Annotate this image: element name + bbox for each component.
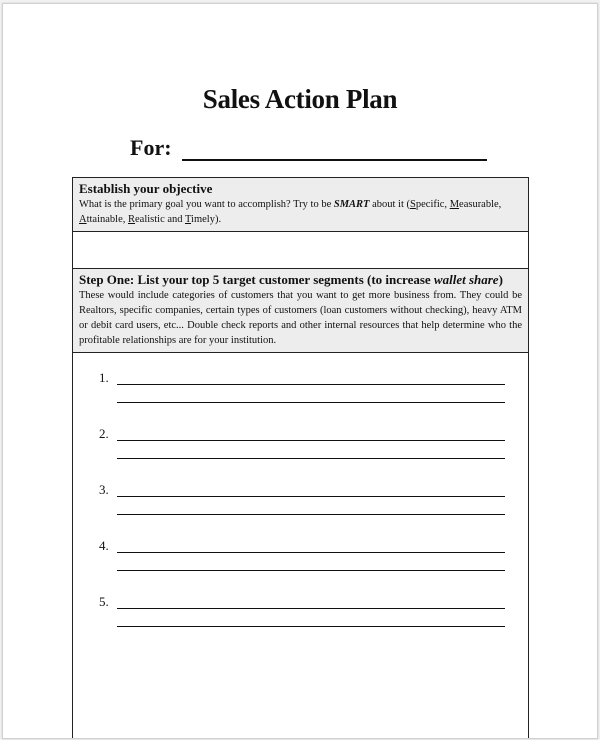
- criteria-rest: pecific,: [415, 199, 450, 210]
- criteria-initial: R: [128, 214, 136, 225]
- answer-line[interactable]: [117, 444, 505, 459]
- for-label: For:: [130, 135, 172, 160]
- item-number: 5.: [99, 594, 109, 609]
- criteria-rest: ttainable,: [86, 214, 128, 225]
- item-number: 4.: [99, 538, 109, 553]
- smart-word: SMART: [333, 199, 370, 210]
- step-one-heading-prefix: Step One: List your top 5 target customer segments (to increase: [79, 272, 434, 287]
- answer-line[interactable]: [117, 500, 505, 515]
- criteria-rest: easurable,: [459, 199, 502, 210]
- step-one-heading-italic: wallet share: [433, 272, 499, 287]
- step-one-description: These would include categories of customers that you want to get more business from. They could be Realtors, specific companies, certain types of customers (loan customers without checking), heavy ATM or debit card users, etc... Double check reports and other internal resources that help determine who the profitable relationships are for your institution.: [79, 290, 522, 346]
- objective-description: [79, 197, 522, 227]
- answer-line[interactable]: [117, 612, 505, 627]
- step-one-heading: [79, 272, 522, 288]
- criteria-rest: ealistic and: [135, 214, 185, 225]
- answer-line[interactable]: [117, 538, 505, 553]
- objective-answer-field[interactable]: [73, 232, 528, 269]
- plan-table: [72, 177, 529, 739]
- item-number: 2.: [99, 426, 109, 441]
- document-page: [2, 3, 598, 739]
- step-one-heading-suffix: ): [498, 272, 503, 287]
- answer-line[interactable]: [117, 594, 505, 609]
- for-blank-line[interactable]: [182, 137, 487, 161]
- item-number: 1.: [99, 370, 109, 385]
- answer-line[interactable]: [117, 556, 505, 571]
- criteria-initial: M: [449, 199, 460, 210]
- for-row: [130, 135, 487, 161]
- step-one-section-header: [73, 269, 528, 353]
- answer-line[interactable]: [117, 370, 505, 385]
- answer-line[interactable]: [117, 482, 505, 497]
- criteria-initial: S: [410, 199, 416, 210]
- criteria-initial: T: [184, 214, 192, 225]
- objective-heading: Establish your objective: [79, 181, 213, 196]
- objective-desc-prefix: What is the primary goal you want to accomplish? Try to be: [79, 199, 334, 210]
- criteria-rest: imely).: [191, 214, 222, 225]
- document-title: Sales Action Plan: [202, 84, 398, 114]
- answer-line[interactable]: [117, 388, 505, 403]
- objective-desc-suffix: about it (: [369, 199, 411, 210]
- item-number: 3.: [99, 482, 109, 497]
- criteria-initial: A: [79, 214, 87, 225]
- objective-section-header: [73, 178, 528, 232]
- answer-line[interactable]: [117, 426, 505, 441]
